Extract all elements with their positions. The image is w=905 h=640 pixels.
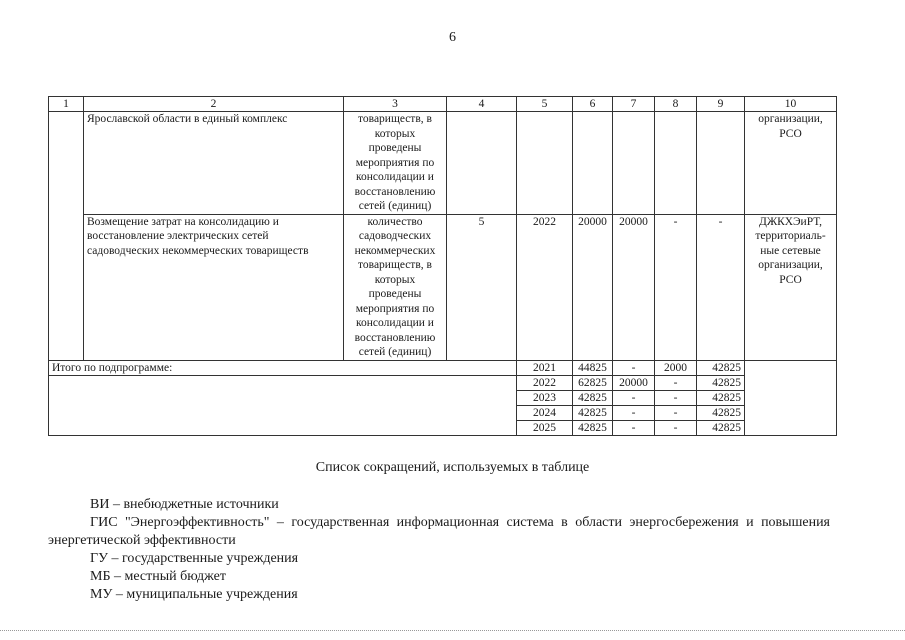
activity-name-cell: Возмещение затрат на консолидацию и восстановление электрических сетей садоводческих некоммерческих товариществ (84, 214, 344, 360)
column-number: 6 (573, 97, 613, 112)
total-amount: 42825 (573, 421, 613, 436)
total-amount: 44825 (573, 360, 613, 376)
indicator-cell: товариществ, в которых проведены мероприятия по консолидации и восстановлению сетей (единиц) (344, 112, 447, 215)
executor-cell: организации, РСО (745, 112, 837, 215)
table-row (49, 214, 837, 360)
column-number: 2 (84, 97, 344, 112)
total-regional: 20000 (613, 376, 655, 391)
total-regional: - (613, 391, 655, 406)
total-row (49, 360, 837, 376)
total-amount-cell: 20000 (573, 214, 613, 360)
column-number: 3 (344, 97, 447, 112)
total-regional: - (613, 360, 655, 376)
table-cell (49, 391, 517, 406)
local-budget-cell: - (655, 214, 697, 360)
table-cell (49, 406, 517, 421)
page-number: 6 (449, 30, 456, 45)
column-number: 1 (49, 97, 84, 112)
total-extrabudgetary: 42825 (697, 406, 745, 421)
total-row (49, 391, 837, 406)
total-row (49, 376, 837, 391)
total-extrabudgetary: 42825 (697, 376, 745, 391)
total-amount: 42825 (573, 406, 613, 421)
abbreviations-title: Список сокращений, используемых в таблице (315, 460, 590, 475)
table-cell (517, 112, 573, 215)
total-year: 2023 (517, 391, 573, 406)
year-cell: 2022 (517, 214, 573, 360)
total-amount: 62825 (573, 376, 613, 391)
indicator-value-cell: 5 (447, 214, 517, 360)
column-number: 5 (517, 97, 573, 112)
total-year: 2025 (517, 421, 573, 436)
total-extrabudgetary: 42825 (697, 421, 745, 436)
total-local: - (655, 391, 697, 406)
column-number: 4 (447, 97, 517, 112)
table-row (49, 112, 837, 215)
abbreviation-item: ВИ – внебюджетные источники (90, 497, 279, 512)
column-number-row (49, 97, 837, 112)
executor-cell: ДЖКХЭиРТ, территориаль-ные сетевые организации, РСО (745, 214, 837, 360)
table-cell (49, 376, 517, 391)
table-cell (49, 112, 84, 215)
total-regional: - (613, 421, 655, 436)
table-cell (49, 214, 84, 360)
total-year: 2022 (517, 376, 573, 391)
total-local: - (655, 406, 697, 421)
column-number: 10 (745, 97, 837, 112)
table-cell (447, 112, 517, 215)
total-label-cell: Итого по подпрограмме: (49, 360, 517, 376)
total-regional: - (613, 406, 655, 421)
indicator-cell: количество садоводческих некоммерческих товариществ, в которых проведены мероприятия по консолидации и восстановлению сетей (единиц) (344, 214, 447, 360)
table-cell (613, 112, 655, 215)
table-cell (49, 421, 517, 436)
total-extrabudgetary: 42825 (697, 391, 745, 406)
table-cell (573, 112, 613, 215)
total-year: 2024 (517, 406, 573, 421)
total-amount: 42825 (573, 391, 613, 406)
total-local: - (655, 421, 697, 436)
abbreviation-item: ГИС "Энергоэффективность" – государственная информационная система в области энергосбережения и повышения энергетической эффективности (48, 515, 830, 548)
abbreviation-item: МБ – местный бюджет (90, 569, 226, 584)
regional-budget-cell: 20000 (613, 214, 655, 360)
program-table (48, 96, 837, 436)
extrabudgetary-cell: - (697, 214, 745, 360)
column-number: 7 (613, 97, 655, 112)
column-number: 9 (697, 97, 745, 112)
total-row (49, 421, 837, 436)
abbreviation-item: ГУ – государственные учреждения (90, 551, 299, 566)
table-cell (745, 360, 837, 436)
total-extrabudgetary: 42825 (697, 360, 745, 376)
column-number: 8 (655, 97, 697, 112)
total-local: - (655, 376, 697, 391)
total-local: 2000 (655, 360, 697, 376)
total-year: 2021 (517, 360, 573, 376)
table-cell (655, 112, 697, 215)
total-row (49, 406, 837, 421)
activity-name-cell: Ярославской области в единый комплекс (84, 112, 344, 215)
page-edge (0, 630, 905, 631)
table-cell (697, 112, 745, 215)
abbreviation-item: МУ – муниципальные учреждения (90, 587, 298, 602)
